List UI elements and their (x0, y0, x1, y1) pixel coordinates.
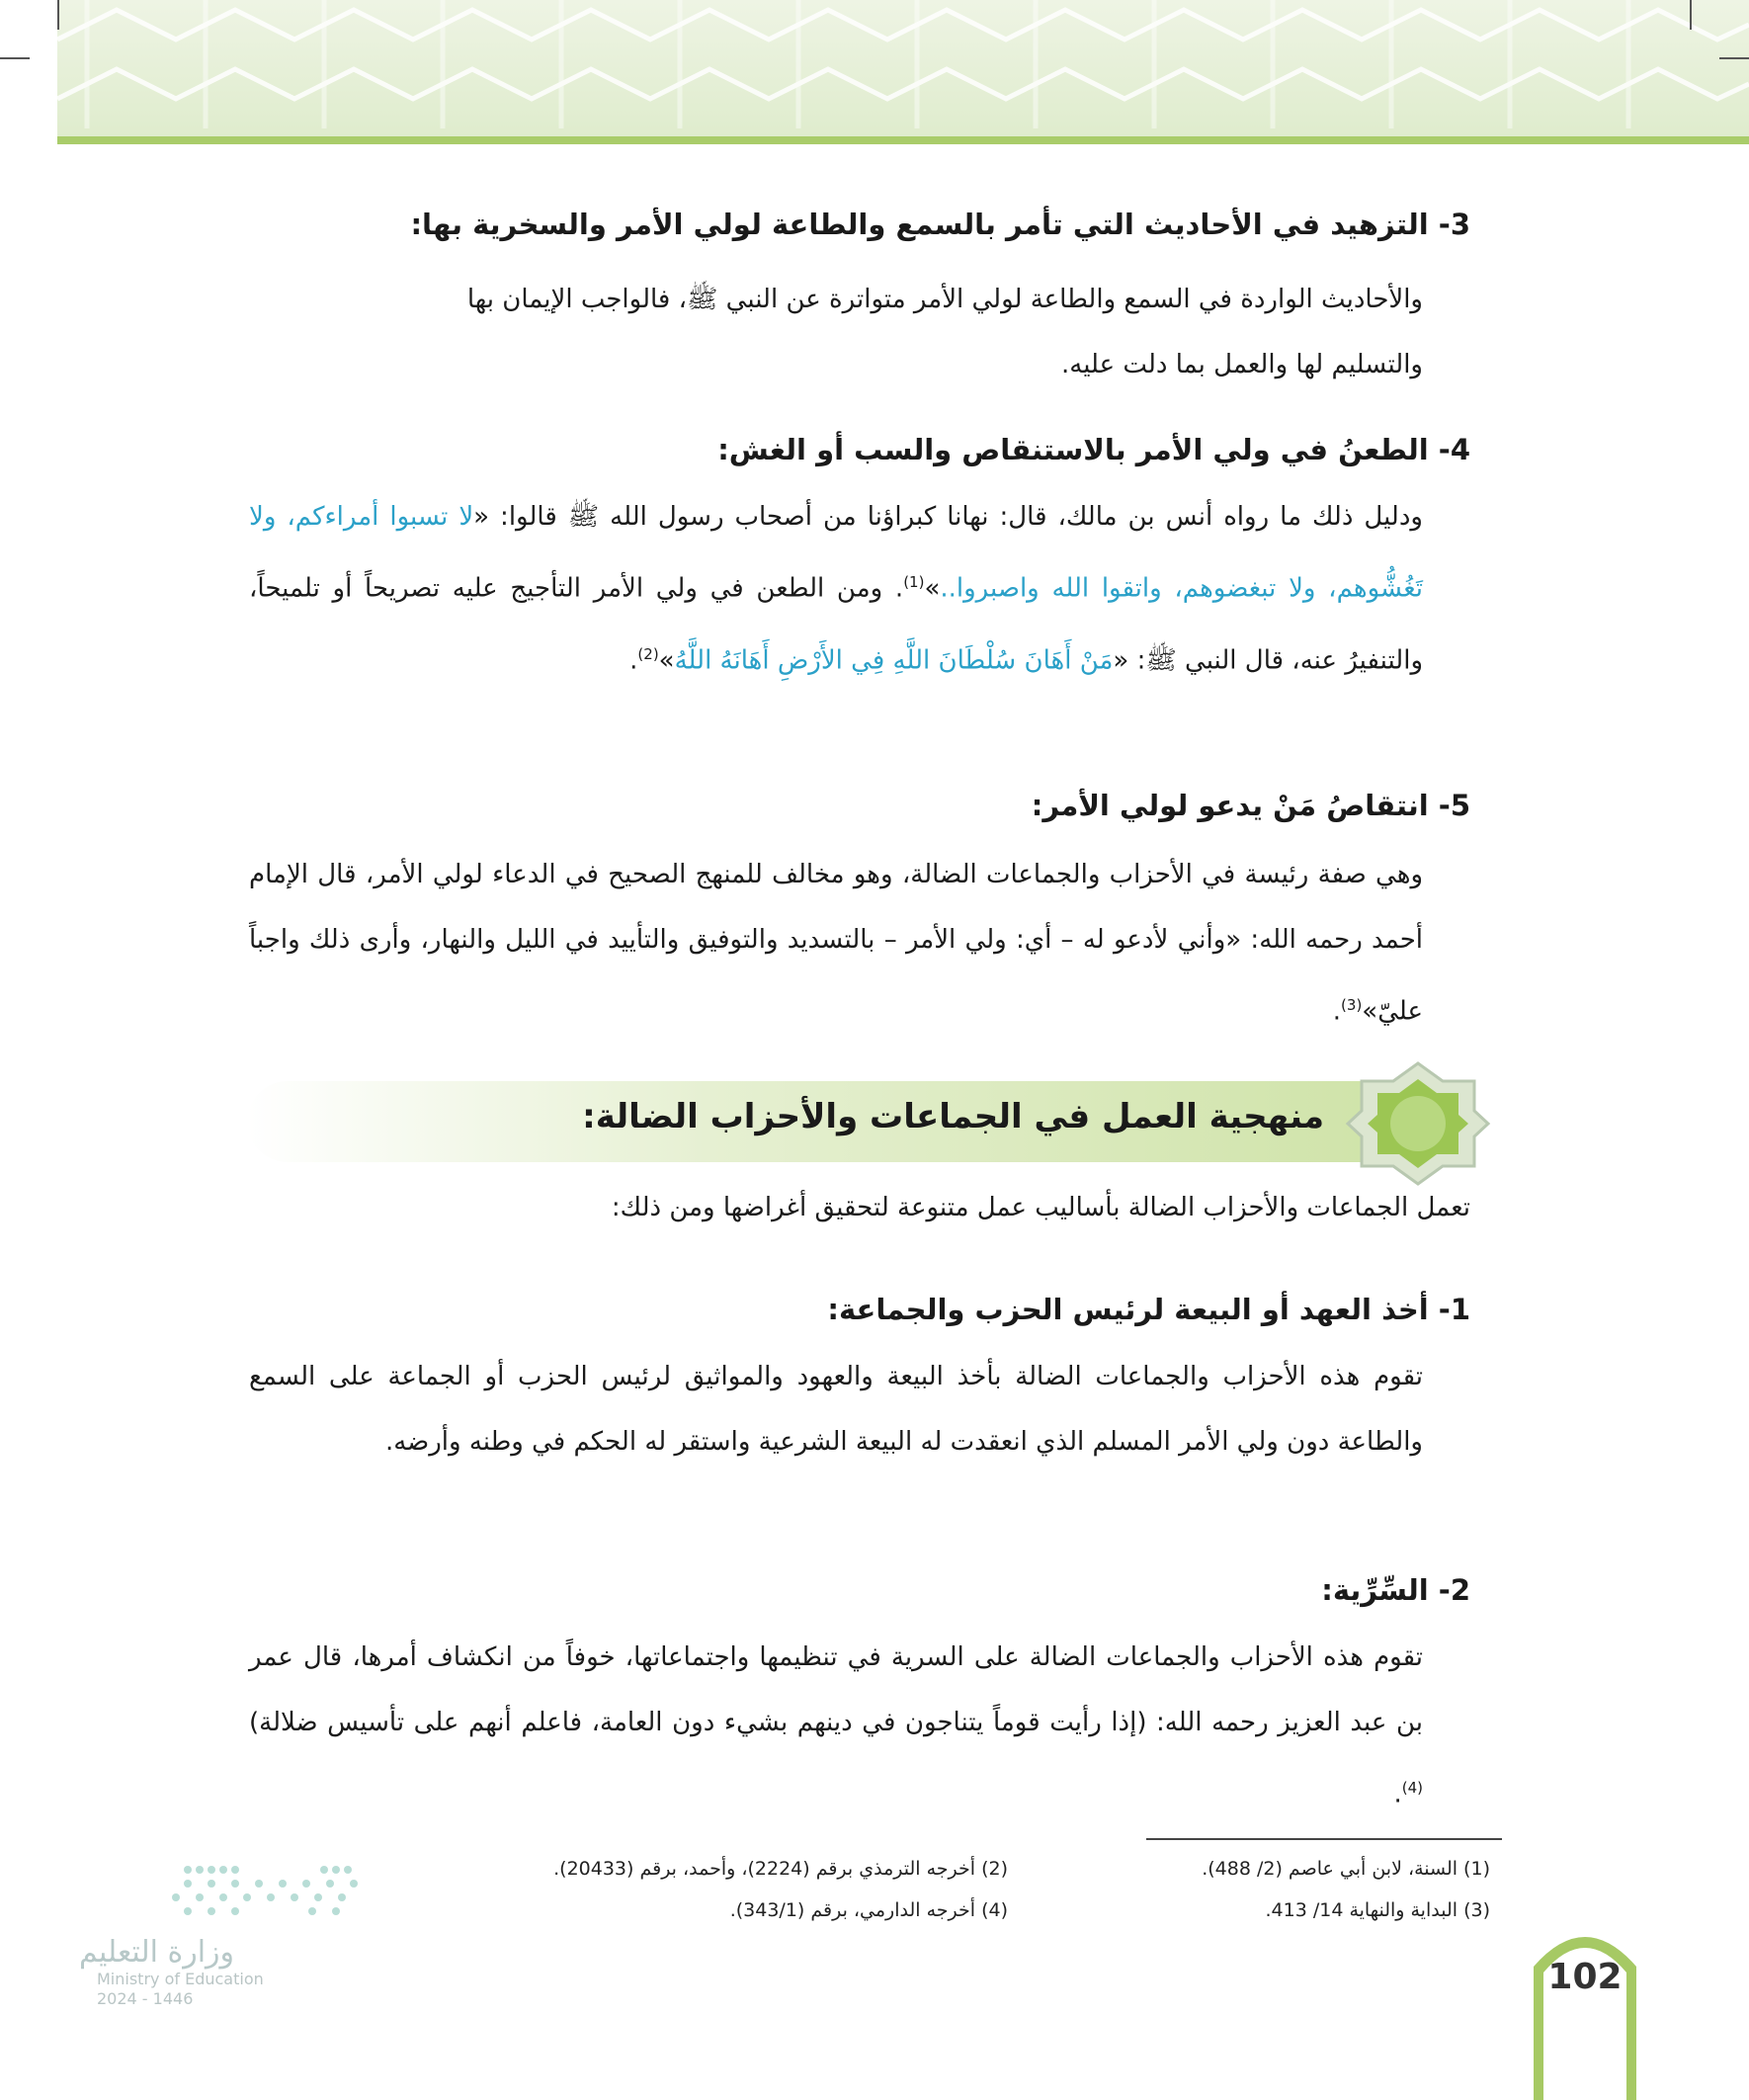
footnote-2: (2) أخرجه الترمذي برقم (2224)، وأحمد، برقم (20433). (553, 1858, 1008, 1880)
item-4-quote-close-2: » (658, 645, 675, 676)
method-2-end: . (1393, 1779, 1402, 1809)
item-3-body (249, 267, 1423, 397)
item-5-body (249, 842, 1423, 1045)
footnote-4: (4) أخرجه الدارمي، برقم (343/1). (729, 1899, 1008, 1921)
item-4-body (249, 484, 1423, 693)
crop-mark (0, 57, 30, 59)
footnote-ref-4: (4) (1401, 1779, 1423, 1797)
page-number: 102 (1547, 1957, 1623, 1997)
crop-mark (1719, 57, 1749, 59)
footnote-3: (3) البداية والنهاية 14/ 413. (1265, 1899, 1490, 1921)
footnote-ref-3: (3) (1341, 996, 1363, 1014)
item-3-line-2: والتسليم لها والعمل بما دلت عليه. (1060, 350, 1423, 379)
ministry-name-arabic: وزارة التعليم (79, 1935, 235, 1970)
footnote-ref-2: (2) (637, 644, 659, 663)
item-4-title: 4- الطعنُ في ولي الأمر بالاستنقاص والسب أو الغش: (717, 433, 1470, 466)
item-3-line-1: والأحاديث الواردة في السمع والطاعة لولي الأمر متواترة عن النبي ﷺ، فالواجب الإيمان بها (466, 285, 1423, 314)
item-4-text-c: . ومن الطعن في ولي الأمر التأجيج عليه تصريحاً أو تلميحاً، والتنفيرُ عنه، قال النبي ﷺ: « (249, 573, 1423, 676)
page-number-tab (1530, 1917, 1640, 2100)
item-5-end: . (1332, 996, 1342, 1027)
ministry-name-english: Ministry of Education (97, 1970, 264, 1988)
item-4-quote-2: مَنْ أَهَانَ سُلْطَانَ اللَّهِ فِي الأَرْضِ أَهَانَهُ اللَّهُ (674, 645, 1114, 676)
method-1-title: 1- أخذ العهد أو البيعة لرئيس الحزب والجماعة: (827, 1293, 1470, 1326)
item-4-end: . (629, 645, 638, 676)
octagram-emblem-icon (1344, 1059, 1492, 1188)
item-5-text: وهي صفة رئيسة في الأحزاب والجماعات الضالة، وهو مخالف للمنهج الصحيح في الدعاء لولي الأمر، قال الإمام أحمد رحمه الله: «وأني لأدعو له – أي: ولي الأمر – بالتسديد والتوفيق والتأييد في الليل والنهار، وأرى ذلك واجباً عليّ» (249, 860, 1423, 1027)
header-pattern-band (57, 0, 1749, 144)
crop-mark (1690, 0, 1692, 30)
item-4-text-a: ودليل ذلك ما رواه أنس بن مالك، قال: نهانا كبراؤنا من أصحاب رسول الله ﷺ قالوا: « (473, 502, 1423, 532)
section-title: منهجية العمل في الجماعات والأحزاب الضالة: (582, 1097, 1324, 1136)
item-4-quote-close: » (924, 573, 941, 604)
method-2-text: تقوم هذه الأحزاب والجماعات الضالة على السرية في تنظيمها واجتماعاتها، خوفاً من انكشاف أمرها، قال عمر بن عبد العزيز رحمه الله: (إذا رأيت قوماً يتناجون في دينهم بشيء دون العامة، فاعلم أنهم على تأسيس ضلالة) (249, 1642, 1423, 1737)
item-5-title: 5- انتقاصُ مَنْ يدعو لولي الأمر: (1031, 789, 1470, 822)
item-4-quote-1: لا تسبوا أمراءكم، ولا تَغُشُّوهم، ولا تبغضوهم، واتقوا الله واصبروا.. (249, 502, 1423, 604)
method-1-body: تقوم هذه الأحزاب والجماعات الضالة بأخذ البيعة والعهود والمواثيق لرئيس الحزب أو الجماعة على السمع والطاعة دون ولي الأمر المسلم الذي انعقدت له البيعة الشرعية واستقر له الحكم في وطنه وأرضه. (249, 1362, 1423, 1457)
method-2-body (249, 1625, 1423, 1827)
method-2-title: 2- السِّرِّية: (1321, 1573, 1470, 1607)
footnote-1: (1) السنة، لابن أبي عاصم (2/ 488). (1202, 1858, 1490, 1880)
item-3-title: 3- التزهيد في الأحاديث التي تأمر بالسمع والطاعة لولي الأمر والسخرية بها: (410, 208, 1470, 241)
section-heading (247, 1059, 1492, 1178)
section-intro: تعمل الجماعات والأحزاب الضالة بأساليب عمل متنوعة لتحقيق أغراضها ومن ذلك: (611, 1193, 1470, 1222)
crop-mark (57, 0, 59, 30)
geometric-pattern (57, 0, 1749, 136)
footnote-ref-1: (1) (903, 573, 925, 591)
footnote-rule (1146, 1838, 1502, 1840)
edition-year: 2024 - 1446 (97, 1989, 194, 2008)
